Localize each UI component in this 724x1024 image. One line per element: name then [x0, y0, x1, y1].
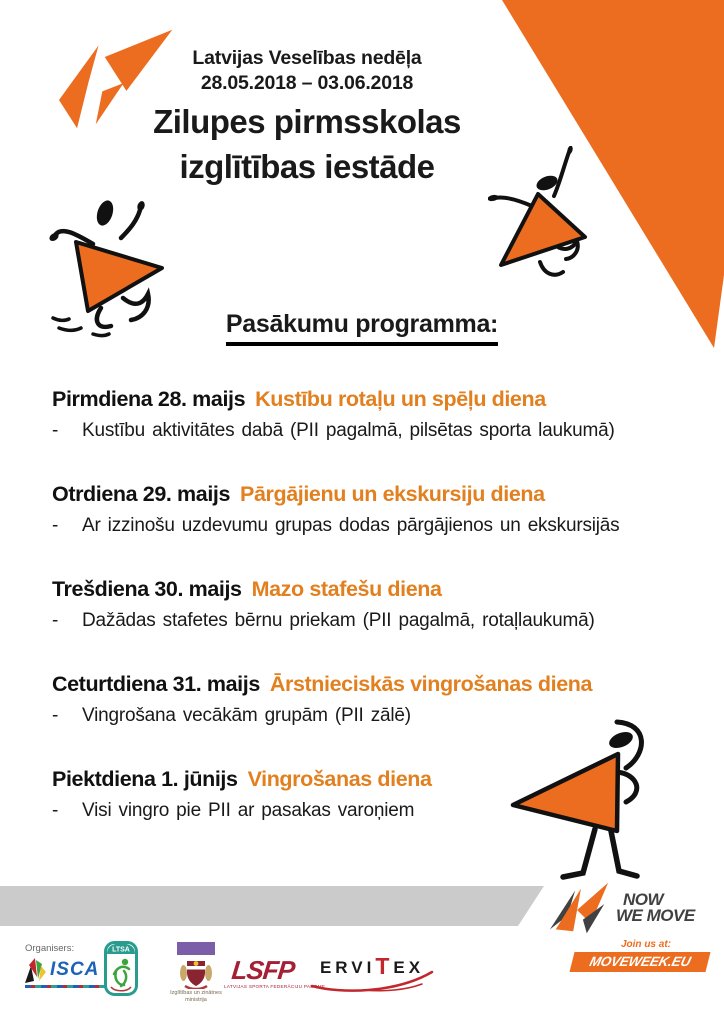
entry-detail-text: Ar izzinošu uzdevumu grupas dodas pārgājienos un ekskursijās — [82, 515, 620, 536]
nowwemove-bird-icon — [548, 880, 612, 936]
ministry-caption-line2: ministrija — [185, 996, 207, 1003]
program-entry-wednesday — [52, 576, 710, 634]
latvia-coat-of-arms-icon — [179, 957, 213, 989]
lsfp-caption: LATVIJAS SPORTA FEDERĀCIJU PADOME — [224, 984, 326, 989]
standing-figure-icon — [505, 710, 670, 885]
program-entry-monday — [52, 386, 710, 444]
ervitex-logo — [308, 952, 436, 979]
entry-bullet: - — [52, 610, 59, 631]
nowwemove-text-line1: NOW — [623, 890, 664, 909]
moveweek-site-banner: MOVEWEEK.EU — [570, 952, 711, 972]
ltsa-wordmark: LTSA — [112, 946, 130, 954]
entry-detail-text: Kustību aktivitātes dabā (PII pagalmā, pilsētas sporta laukumā) — [82, 420, 615, 441]
entry-day: Otrdiena 29. maijs — [52, 482, 231, 506]
gray-stripe — [0, 886, 544, 926]
event-title: Latvijas Veselības nedēļa — [192, 47, 422, 69]
isca-burst-icon — [25, 957, 47, 983]
ministry-logo — [163, 942, 229, 1003]
organisers-label: Organisers: — [25, 943, 75, 954]
program-entry-tuesday — [52, 481, 710, 539]
lsfp-wordmark: LSFP — [230, 955, 296, 985]
join-us-text: Join us at: — [620, 939, 671, 950]
entry-day: Pirmdiena 28. maijs — [52, 387, 246, 411]
entry-day: Piektdiena 1. jūnijs — [52, 767, 238, 791]
dancing-figure-icon — [488, 146, 608, 298]
entry-theme: Ārstnieciskās vingrošanas diena — [269, 672, 593, 696]
ervitex-red-t: T — [375, 953, 394, 979]
institution-name: Zilupes pirmsskolas izglītības iestāde — [153, 103, 461, 185]
entry-bullet: - — [52, 515, 59, 536]
isca-wordmark: ISCA — [50, 959, 100, 980]
ministry-purple-banner — [177, 942, 215, 955]
entry-theme: Kustību rotaļu un spēļu diena — [255, 387, 546, 411]
entry-day: Ceturtdiena 31. maijs — [52, 672, 260, 696]
entry-theme: Mazo stafešu diena — [251, 577, 442, 601]
program-title: Pasākumu programma: — [0, 310, 724, 346]
nowwemove-text-line2: WE MOVE — [616, 906, 695, 925]
poster-header — [82, 46, 532, 189]
entry-theme: Vingrošanas diena — [247, 767, 432, 791]
ervitex-wordmark-pre: ERVI — [319, 958, 376, 977]
entry-detail-text: Vingrošana vecākām grupām (PII zālē) — [82, 705, 411, 726]
entry-detail-text: Visi vingro pie PII ar pasakas varoņiem — [82, 800, 415, 821]
event-dates: 28.05.2018 – 03.06.2018 — [200, 72, 414, 94]
entry-bullet: - — [52, 705, 59, 726]
nowwemove-footer — [548, 880, 716, 972]
entry-bullet: - — [52, 420, 59, 441]
entry-bullet: - — [52, 800, 59, 821]
ervitex-wordmark-post: EX — [393, 958, 425, 977]
entry-detail-text: Dažādas stafetes bērnu priekam (PII pagalmā, rotaļlaukumā) — [82, 610, 595, 631]
lsfp-logo — [224, 955, 326, 989]
ministry-caption-line1: Izglītības un zinātnes — [170, 990, 222, 996]
entry-theme: Pārgājienu un ekskursiju diena — [240, 482, 545, 506]
ltsa-logo — [104, 941, 138, 997]
entry-day: Trešdiena 30. maijs — [52, 577, 242, 601]
